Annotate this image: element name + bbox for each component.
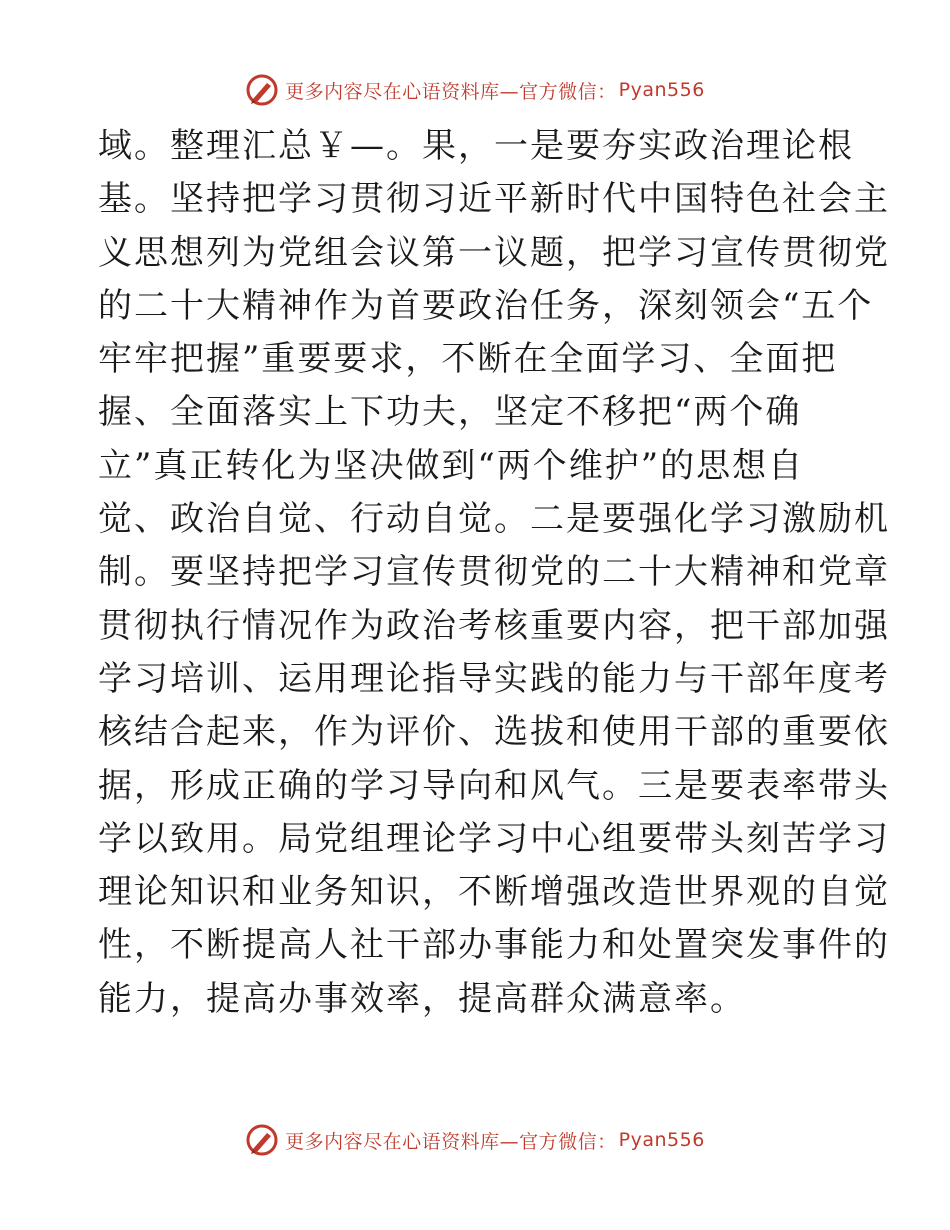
body-line: 牢牢把握”重要要求，不断在全面学习、全面把	[98, 339, 838, 380]
body-line: 的二十大精神作为首要政治任务，深刻领会“五个	[98, 285, 874, 326]
body-line: 学习培训、运用理论指导实践的能力与干部年度考	[98, 658, 890, 699]
body-line: 能力，提高办事效率，提高群众满意率。	[98, 978, 746, 1019]
body-line: 性，不断提高人社干部办事能力和处置突发事件的	[98, 925, 890, 966]
body-line: 制。要坚持把学习宣传贯彻党的二十大精神和党章	[98, 552, 890, 593]
body-line: 据，形成正确的学习导向和风气。三是要表率带头	[98, 765, 890, 806]
body-line: 核结合起来，作为评价、选拔和使用干部的重要依	[98, 712, 890, 753]
body-line: 握、全面落实上下功夫，坚定不移把“两个确	[98, 392, 802, 433]
pen-circle-logo-icon	[245, 73, 279, 107]
watermark-wechat-id: Pyan556	[618, 1129, 705, 1151]
body-line: 觉、政治自觉、行动自觉。二是要强化学习激励机	[98, 499, 890, 540]
body-line: 基。坚持把学习贯彻习近平新时代中国特色社会主	[98, 179, 890, 220]
watermark-wechat-id: Pyan556	[618, 79, 705, 101]
watermark-text: 更多内容尽在心语资料库—官方微信：	[285, 80, 617, 103]
body-line: 学以致用。局党组理论学习中心组要带头刻苦学习	[98, 818, 890, 859]
body-line: 理论知识和业务知识，不断增强改造世界观的自觉	[98, 872, 890, 913]
watermark-text: 更多内容尽在心语资料库—官方微信：	[285, 1130, 617, 1153]
body-line: 贯彻执行情况作为政治考核重要内容，把干部加强	[98, 605, 890, 646]
body-line: 义思想列为党组会议第一议题，把学习宣传贯彻党	[98, 232, 890, 273]
body-line: 立”真正转化为坚决做到“两个维护”的思想自	[98, 445, 805, 486]
watermark-banner-top	[0, 72, 950, 108]
watermark-banner-bottom	[0, 1122, 950, 1158]
body-line: 域。整理汇总￥—。果，一是要夯实政治理论根	[98, 126, 854, 166]
document-body	[98, 120, 890, 1026]
pen-circle-logo-icon	[245, 1123, 279, 1157]
